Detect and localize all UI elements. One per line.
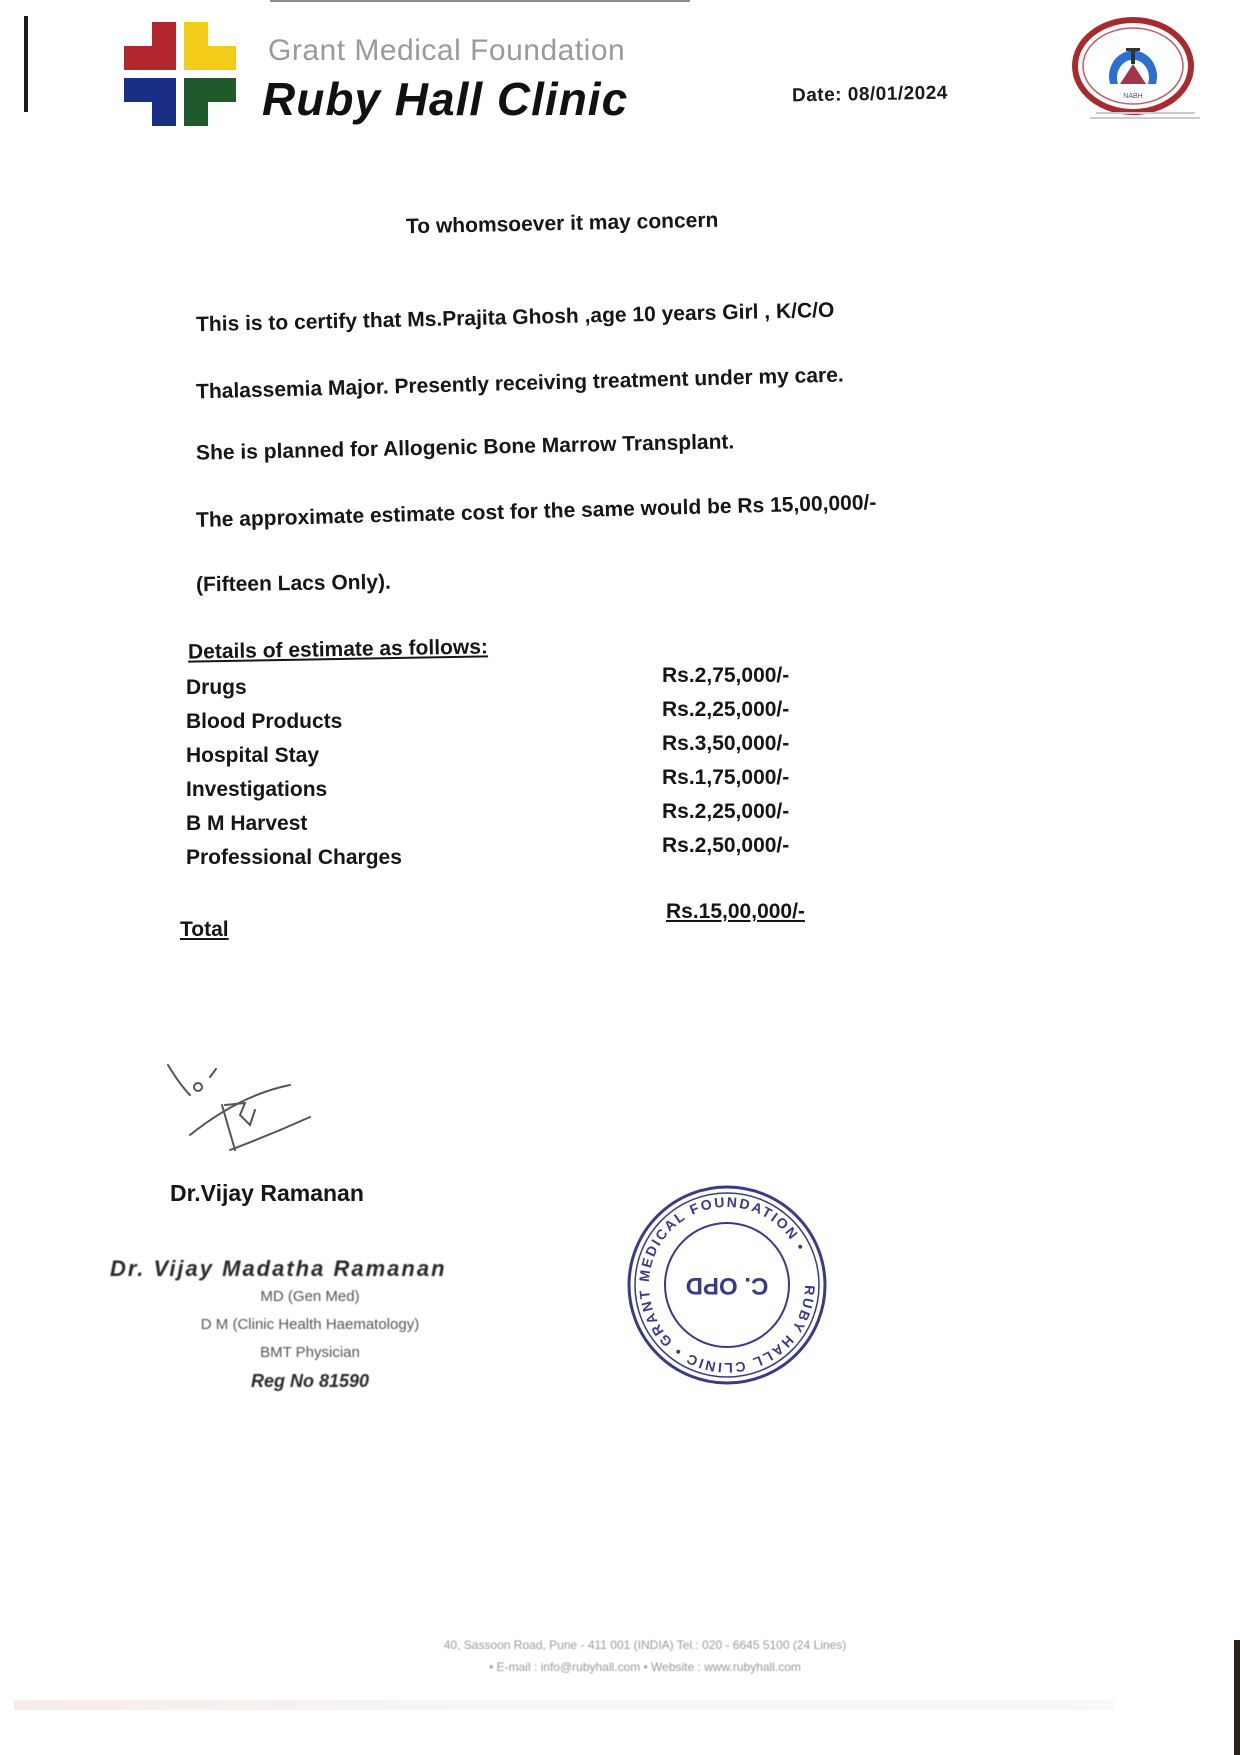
estimate-item-label: Professional Charges xyxy=(186,846,402,869)
nabh-seal-icon xyxy=(1068,14,1198,124)
scan-top-line xyxy=(270,0,690,2)
scan-edge-mark xyxy=(24,16,28,112)
clinic-name: Ruby Hall Clinic xyxy=(262,73,629,125)
paragraph-5: (Fifteen Lacs Only). xyxy=(195,570,392,597)
doctor-specialty: D M (Clinic Health Haematology) xyxy=(200,1316,420,1333)
estimate-item-value: Rs.3,50,000/- xyxy=(662,732,790,755)
doctor-role: BMT Physician xyxy=(260,1344,360,1361)
clinic-logo xyxy=(122,20,262,128)
doctor-degree: MD (Gen Med) xyxy=(260,1288,360,1305)
doctor-reg-no: Reg No 81590 xyxy=(250,1371,370,1391)
handwritten-signature-icon xyxy=(160,1055,340,1175)
badge-caption xyxy=(1090,112,1200,120)
paragraph-1: This is to certify that Ms.Prajita Ghosh ,age 10 years Girl , K/C/O xyxy=(195,298,835,337)
scan-right-edge xyxy=(1234,1640,1240,1755)
doctor-stamp xyxy=(110,1255,510,1395)
estimate-item-label: Drugs xyxy=(186,676,247,699)
paragraph-4: The approximate estimate cost for the same would be Rs 15,00,000/- xyxy=(195,491,877,532)
clinic-round-stamp xyxy=(622,1180,832,1390)
footer-address: 40, Sassoon Road, Pune - 411 001 (INDIA) Tel.: 020 - 6645 5100 (24 Lines) xyxy=(443,1638,847,1652)
salutation: To whomsoever it may concern xyxy=(405,208,719,239)
round-seal-icon xyxy=(622,1180,832,1390)
signature xyxy=(160,1055,340,1175)
total-label: Total xyxy=(180,918,229,941)
stamp-center-text: C. OPD xyxy=(685,1272,769,1299)
footer-contact: • E-mail : info@rubyhall.com • Website : www.rubyhall.com xyxy=(489,1660,801,1674)
document-date: Date: 08/01/2024 xyxy=(791,82,949,107)
scan-bottom-strip xyxy=(14,1700,1114,1710)
badge-text: NABH xyxy=(1123,93,1143,100)
estimate-item-value: Rs.2,75,000/- xyxy=(662,664,790,687)
estimate-item-value: Rs.2,25,000/- xyxy=(662,698,790,721)
signatory-name: Dr.Vijay Ramanan xyxy=(170,1180,364,1206)
estimate-item-label: Investigations xyxy=(186,778,328,801)
paragraph-2: Thalassemia Major. Presently receiving treatment under my care. xyxy=(195,363,844,404)
estimate-item-label: Hospital Stay xyxy=(186,744,320,767)
estimate-item-label: Blood Products xyxy=(186,710,343,733)
footer xyxy=(360,1634,930,1678)
estimate-item-value: Rs.2,25,000/- xyxy=(662,800,790,823)
stamp-ring-text: RUBY HALL CLINIC • GRANT MEDICAL FOUNDATION • xyxy=(635,1193,819,1377)
doctor-full-name: Dr. Vijay Madatha Ramanan xyxy=(110,1256,447,1281)
cross-logo-icon xyxy=(122,20,262,128)
estimate-item-label: B M Harvest xyxy=(186,812,308,835)
estimate-heading: Details of estimate as follows: xyxy=(187,635,489,664)
accreditation-badge xyxy=(1068,14,1198,124)
paragraph-3: She is planned for Allogenic Bone Marrow Transplant. xyxy=(195,430,735,465)
estimate-item-value: Rs.2,50,000/- xyxy=(662,834,790,857)
estimate-item-value: Rs.1,75,000/- xyxy=(662,766,790,789)
organization-name: Grant Medical Foundation xyxy=(268,34,626,67)
total-value: Rs.15,00,000/- xyxy=(666,900,805,923)
